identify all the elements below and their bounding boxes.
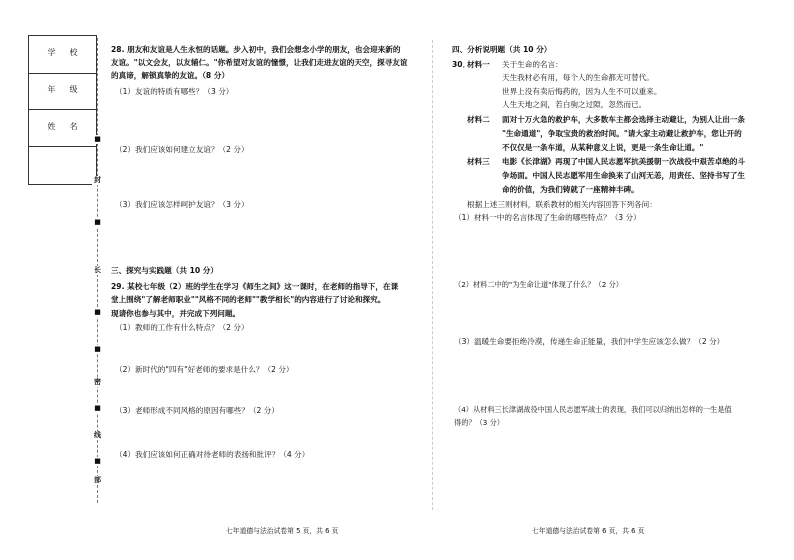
grade-cell[interactable] xyxy=(29,73,96,110)
q29-sub3: （3）老师形成不同风格的原因有哪些？（2 分） xyxy=(115,406,279,415)
q28-stem-line-3: 的真谛，解锁真挚的友谊。（8 分） xyxy=(111,71,230,80)
left-page-footer: 七年道德与法治试卷第 5 页，共 6 页 xyxy=(226,527,339,535)
student-info-box xyxy=(28,35,97,185)
school-cell[interactable] xyxy=(29,36,96,74)
q29-stem-line-2: 堂上围绕"了解老师职业""风格不同的老师""教学相长"的内容进行了讨论和探究。 xyxy=(111,295,386,304)
binding-mark: ■ xyxy=(92,345,103,354)
material1-line-4: 人生天地之间，若白驹之过隙，忽然而已。 xyxy=(502,100,647,109)
binding-mark: ■ xyxy=(92,308,103,317)
material2-line-2: "生命通道"，争取宝贵的救治时间。"请大家主动避让救护车，您让开的 xyxy=(502,129,742,138)
q30-sub2: （2）材料二中的"为生命让道"体现了什么？（2 分） xyxy=(454,280,623,289)
page-divider xyxy=(432,40,433,510)
q30-sub4-line-2: 得的？（3 分） xyxy=(454,418,504,427)
school-label: 学校 xyxy=(47,48,92,57)
binding-mark: ■ xyxy=(92,457,103,466)
q29-sub4: （4）我们应该如何正确对待老师的表扬和批评？（4 分） xyxy=(115,450,310,459)
q28-sub1: （1）友谊的特质有哪些？（3 分） xyxy=(115,87,234,96)
section4-title: 四、分析说明题（共 10 分） xyxy=(452,45,552,54)
binding-mark: ■ xyxy=(92,404,103,413)
q29-sub1: （1）教师的工作有什么特点？（2 分） xyxy=(115,323,249,332)
blank-cell xyxy=(29,147,96,183)
q30-instruction: 根据上述三则材料，联系教材的相关内容回答下列各问： xyxy=(467,200,657,209)
q29-stem-line-1: 29. 某校七年级（2）班的学生在学习《师生之间》这一课时，在老师的指导下，在课 xyxy=(111,282,399,291)
material3-line-2: 争场面。中国人民志愿军用生命换来了山河无恙，用责任、坚持书写了生 xyxy=(502,171,745,180)
q29-stem-line-3: 现请你也参与其中，并完成下列问题。 xyxy=(111,309,241,318)
name-cell[interactable] xyxy=(29,110,96,147)
material1-line-2: 天生我材必有用，每个人的生命都无可替代。 xyxy=(502,73,654,82)
binding-char-line: 线 xyxy=(94,431,101,439)
material2-label: 材料二 xyxy=(467,115,490,124)
material1-label: 材料一 xyxy=(467,60,490,69)
material3-line-1: 电影《长津湖》再现了中国人民志愿军抗美援朝一次战役中艰苦卓绝的斗 xyxy=(502,157,745,166)
q29-sub2: （2）新时代的"四有"好老师的要求是什么？（2 分） xyxy=(115,365,294,374)
binding-mark: ■ xyxy=(92,218,103,227)
binding-char-secret: 密 xyxy=(94,378,101,386)
right-page-footer: 七年道德与法治试卷第 6 页，共 6 页 xyxy=(532,527,645,535)
name-label: 姓名 xyxy=(47,122,92,131)
q28-sub2: （2）我们应该如何建立友谊？（2 分） xyxy=(115,145,249,154)
binding-char-long: 长 xyxy=(94,266,101,274)
q28-stem-line-1: 28. 朋友和友谊是人生永恒的话题。步入初中，我们会想念小学的朋友，也会迎来新的 xyxy=(111,45,401,54)
q30-sub1: （1）材料一中的名言体现了生命的哪些特点？（3 分） xyxy=(454,213,641,222)
q30-sub4-line-1: （4）从材料三长津湖战役中国人民志愿军战士的表现，我们可以归纳出怎样的一生是值 xyxy=(454,405,732,414)
q28-stem-line-2: 友谊。"以文会友，以友辅仁。"你希望对友谊的憧憬，让我们走进友谊的天空，探寻友谊 xyxy=(111,58,408,67)
q30-number: 30． xyxy=(452,60,471,69)
section3-title: 三、探究与实践题（共 10 分） xyxy=(111,266,218,275)
material2-line-3: 不仅仅是一条车道，从某种意义上说，更是一条生命让道。" xyxy=(502,143,704,152)
binding-mark: ■ xyxy=(92,135,103,144)
q30-sub3: （3）温暖生命要拒绝冷漠，传递生命正能量，我们中学生应该怎么做？（2 分） xyxy=(454,337,725,346)
q28-sub3: （3）我们应该怎样呵护友谊？（3 分） xyxy=(115,200,249,209)
material3-line-3: 命的价值，为我们铸就了一座精神丰碑。 xyxy=(502,185,639,194)
material1-line-1: 关于生命的名言： xyxy=(502,60,563,69)
binding-char-part: 部 xyxy=(94,476,101,484)
material1-line-3: 世界上没有卖后悔药的，因为人生不可以重来。 xyxy=(502,87,662,96)
material2-line-1: 面对十万火急的救护车，大多数车主都会选择主动避让，为别人让出一条 xyxy=(502,115,745,124)
material3-label: 材料三 xyxy=(467,157,490,166)
binding-char-seal: 封 xyxy=(94,176,101,184)
grade-label: 年级 xyxy=(47,85,92,94)
